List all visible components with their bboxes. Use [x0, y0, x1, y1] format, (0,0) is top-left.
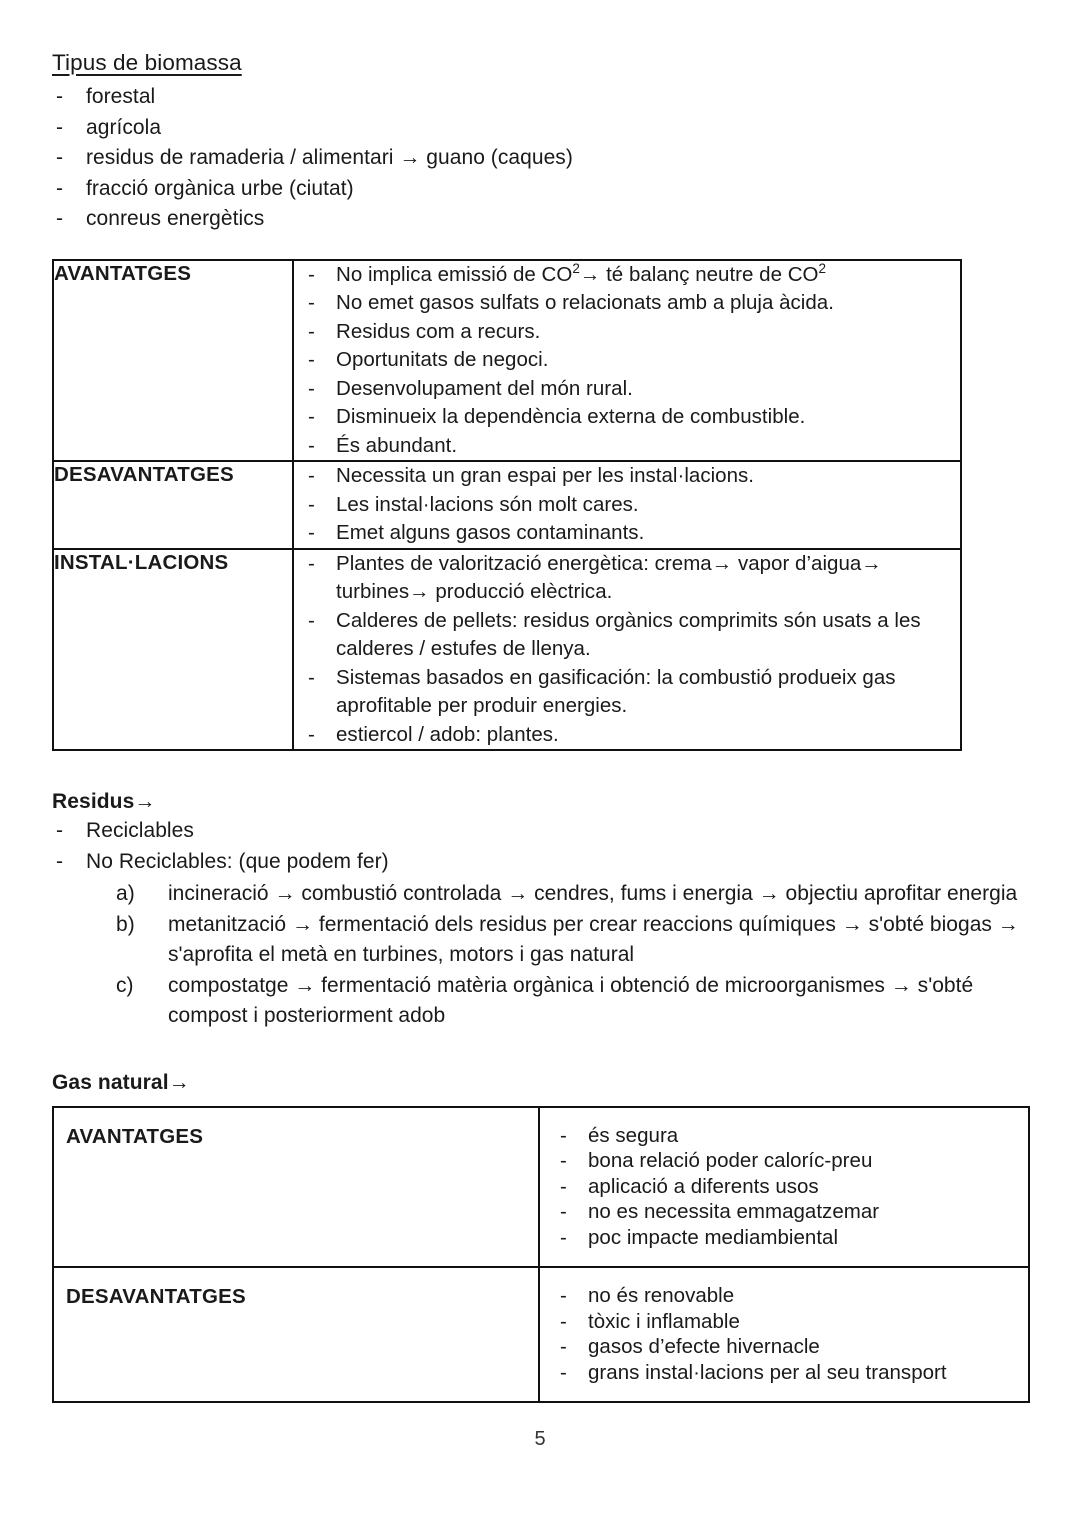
- list-item: - residus de ramaderia / alimentari → guano (caques): [52, 143, 1028, 174]
- list-item-text: incineració → combustió controlada → cendres, fums i energia → objectiu aprofitar energia: [168, 882, 1018, 905]
- list-item: - bona relació poder caloríc-preu: [540, 1148, 1028, 1174]
- cell-list: [294, 550, 960, 750]
- residus-heading: Residus→: [52, 790, 156, 813]
- row-label-desavantatges-gas: DESAVANTATGES: [53, 1267, 539, 1402]
- list-item: - grans instal·lacions per al seu transport: [540, 1360, 1028, 1386]
- list-item: - Necessita un gran espai per les instal·lacions.: [294, 462, 960, 491]
- list-item: [116, 910, 1028, 971]
- table-row: [53, 1107, 1029, 1268]
- list-item: - Oportunitats de negoci.: [294, 346, 960, 375]
- list-item: [116, 971, 1028, 1032]
- list-item: - Desenvolupament del món rural.: [294, 375, 960, 404]
- list-item: - No emet gasos sulfats o relacionats amb a pluja àcida.: [294, 289, 960, 318]
- list-item: - Les instal·lacions són molt cares.: [294, 491, 960, 520]
- list-item: - Disminueix la dependència externa de combustible.: [294, 403, 960, 432]
- row-label-installacions: INSTAL·LACIONS: [53, 549, 293, 751]
- list-item: - no es necessita emmagatzemar: [540, 1199, 1028, 1225]
- table-row: [53, 260, 961, 462]
- list-item: - forestal: [52, 82, 1028, 113]
- row-label-avantatges-gas: AVANTATGES: [53, 1107, 539, 1268]
- list-item: - aplicació a diferents usos: [540, 1174, 1028, 1200]
- row-content-avantatges: [293, 260, 961, 462]
- list-marker: b): [116, 912, 135, 936]
- biomassa-type-list: [52, 82, 1028, 235]
- list-item: - estiercol / adob: plantes.: [294, 721, 960, 750]
- list-item: - Residus com a recurs.: [294, 318, 960, 347]
- gas-natural-section: [52, 1068, 1028, 1404]
- row-content-desavantatges: [293, 461, 961, 549]
- list-item: - no és renovable: [540, 1283, 1028, 1309]
- list-item: - és segura: [540, 1123, 1028, 1149]
- table-row: [53, 549, 961, 751]
- list-item-text: metanització → fermentació dels residus per crear reaccions químiques → s'obté biogas → s'aprofita el metà en turbines, motors i gas natural: [168, 912, 1019, 966]
- list-item: - gasos d’efecte hivernacle: [540, 1334, 1028, 1360]
- residus-section: [52, 787, 1028, 1032]
- list-item: - Sistemas basados en gasificación: la combustió produeix gas aprofitable per produir energies.: [294, 664, 960, 721]
- gas-natural-heading: Gas natural→: [52, 1070, 190, 1094]
- row-label-avantatges: AVANTATGES: [53, 260, 293, 462]
- list-item: - conreus energètics: [52, 204, 1028, 235]
- gas-natural-table: [52, 1106, 1030, 1404]
- residus-sublist: [52, 879, 1028, 1032]
- list-item-text-co2-a: No implica emissió de $CO^2\to$ té balanç neutre de $CO^2$: [336, 260, 827, 286]
- row-label-desavantatges: DESAVANTATGES: [53, 461, 293, 549]
- page-number: 5: [534, 1428, 546, 1450]
- table-row: [53, 461, 961, 549]
- page-title: Tipus de biomassa: [52, 50, 242, 75]
- list-item: [294, 261, 960, 290]
- cell-list: [540, 1123, 1028, 1251]
- list-item: - Emet alguns gasos contaminants.: [294, 519, 960, 548]
- biomassa-table: [52, 259, 962, 752]
- list-item: [116, 879, 1028, 910]
- list-item: - Reciclables: [52, 816, 1028, 847]
- row-content-installacions: [293, 549, 961, 751]
- list-item: - No Reciclables: (que podem fer): [52, 847, 1028, 878]
- residus-list: [52, 816, 1028, 877]
- list-item: - poc impacte mediambiental: [540, 1225, 1028, 1251]
- cell-list: [294, 462, 960, 548]
- list-item: - Plantes de valorització energètica: crema→ vapor d’aigua→ turbines→ producció elèctrica.: [294, 550, 960, 607]
- list-item: - tòxic i inflamable: [540, 1309, 1028, 1335]
- list-item: - agrícola: [52, 113, 1028, 144]
- row-content-avantatges-gas: [539, 1107, 1029, 1268]
- cell-list: [540, 1283, 1028, 1385]
- cell-list: [294, 261, 960, 461]
- list-item-text: compostatge → fermentació matèria orgànica i obtenció de microorganismes → s'obté compost i posteriorment adob: [168, 973, 974, 1027]
- list-marker: c): [116, 973, 134, 997]
- list-item: - És abundant.: [294, 432, 960, 461]
- list-item: - Calderes de pellets: residus orgànics comprimits són usats a les calderes / estufes de llenya.: [294, 607, 960, 664]
- table-row: [53, 1267, 1029, 1402]
- row-content-desavantatges-gas: [539, 1267, 1029, 1402]
- list-item: - fracció orgànica urbe (ciutat): [52, 174, 1028, 205]
- list-marker: a): [116, 882, 135, 905]
